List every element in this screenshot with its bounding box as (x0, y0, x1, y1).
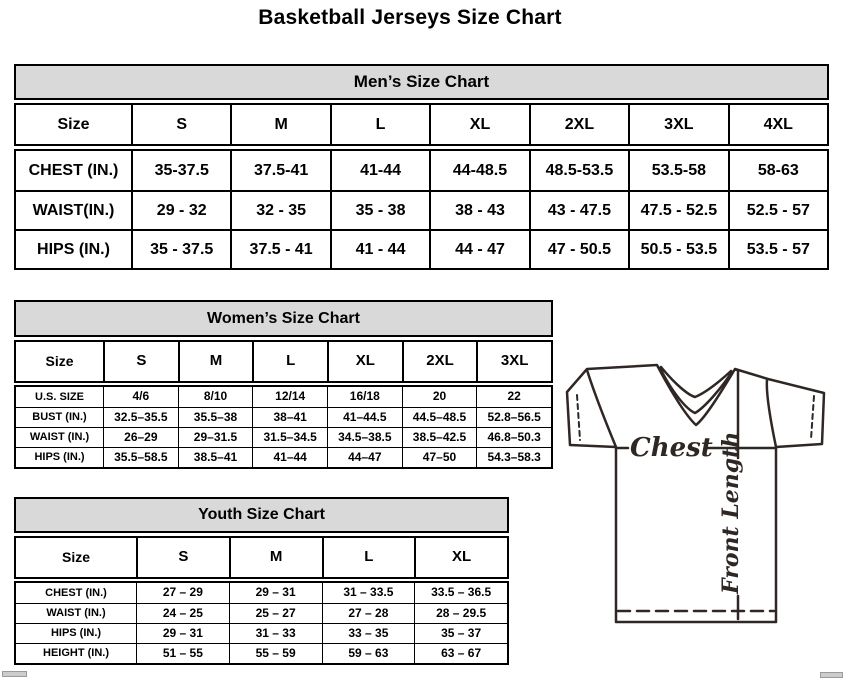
table-cell: 53.5-58 (628, 151, 727, 190)
chest-label: Chest (630, 433, 713, 463)
table-cell: 52.8–56.5 (476, 408, 551, 427)
row-label: CHEST (IN.) (45, 586, 107, 599)
page-title: Basketball Jerseys Size Chart (258, 6, 562, 29)
mens-col-header: 4XL (728, 105, 827, 144)
mens-col-header: 3XL (628, 105, 727, 144)
table-cell: 59 – 63 (322, 644, 415, 663)
womens-size-header: Size (45, 352, 74, 369)
table-cell: 12/14 (252, 387, 327, 407)
table-cell: 51 – 55 (136, 644, 229, 663)
table-cell: 25 – 27 (229, 604, 322, 623)
table-cell: 27 – 29 (136, 583, 229, 603)
table-cell: 41–44 (252, 448, 327, 467)
mens-header-row (14, 103, 829, 146)
mens-col-header: L (330, 105, 429, 144)
row-label: HEIGHT (IN.) (43, 647, 109, 660)
youth-col-header: S (136, 538, 229, 577)
table-cell: 46.8–50.3 (476, 428, 551, 447)
table-cell: 38–41 (252, 408, 327, 427)
mens-data-rows (14, 149, 829, 270)
table-cell: 44-48.5 (429, 151, 528, 190)
table-cell: 28 – 29.5 (414, 604, 507, 623)
womens-col-header: L (252, 342, 327, 381)
womens-data-rows (14, 385, 553, 469)
table-cell: 35.5–58.5 (103, 448, 178, 467)
table-cell: 31 – 33.5 (322, 583, 415, 603)
womens-col-header: 2XL (402, 342, 477, 381)
mens-col-header: 2XL (529, 105, 628, 144)
womens-col-header: 3XL (476, 342, 551, 381)
table-cell: 32 - 35 (230, 192, 329, 229)
table-row (16, 387, 551, 407)
jersey-outline (567, 365, 824, 622)
row-label: WAIST(IN.) (32, 201, 115, 219)
table-cell: 41-44 (330, 151, 429, 190)
table-cell: 52.5 - 57 (728, 192, 827, 229)
table-row (16, 229, 827, 268)
table-cell: 31 – 33 (229, 624, 322, 643)
table-cell: 33 – 35 (322, 624, 415, 643)
front-length-label: Front Length (718, 431, 744, 594)
youth-col-header: M (229, 538, 322, 577)
table-cell: 27 – 28 (322, 604, 415, 623)
table-cell: 41–44.5 (327, 408, 402, 427)
table-cell: 63 – 67 (414, 644, 507, 663)
table-cell: 29 – 31 (136, 624, 229, 643)
table-cell: 34.5–38.5 (327, 428, 402, 447)
row-label: HIPS (IN.) (50, 627, 102, 640)
table-row (16, 603, 507, 623)
left-cuff-dashed-line (577, 395, 580, 440)
youth-size-chart (14, 497, 509, 665)
womens-col-header: M (178, 342, 253, 381)
table-cell: 44.5–48.5 (402, 408, 477, 427)
mens-col-header: S (131, 105, 230, 144)
table-cell: 37.5 - 41 (230, 231, 329, 268)
table-cell: 29 – 31 (229, 583, 322, 603)
mens-col-header: XL (429, 105, 528, 144)
youth-col-header: L (322, 538, 415, 577)
table-cell: 44–47 (327, 448, 402, 467)
table-row (16, 427, 551, 447)
table-row (16, 190, 827, 229)
womens-chart-title: Women’s Size Chart (14, 300, 553, 337)
table-cell: 35 – 37 (414, 624, 507, 643)
table-cell: 44 - 47 (429, 231, 528, 268)
table-cell: 41 - 44 (330, 231, 429, 268)
youth-data-rows (14, 581, 509, 665)
left-sleeve-seam (587, 370, 616, 447)
youth-size-header: Size (61, 548, 90, 565)
table-cell: 8/10 (178, 387, 253, 407)
row-label: BUST (IN.) (32, 411, 87, 424)
table-cell: 38.5–42.5 (402, 428, 477, 447)
table-cell: 47–50 (402, 448, 477, 467)
table-cell: 55 – 59 (229, 644, 322, 663)
table-cell: 35-37.5 (131, 151, 230, 190)
table-row (16, 447, 551, 467)
table-cell: 47 - 50.5 (529, 231, 628, 268)
table-cell: 35 - 38 (330, 192, 429, 229)
table-cell: 50.5 - 53.5 (628, 231, 727, 268)
right-sleeve-seam (767, 380, 776, 447)
right-cuff-dashed-line (811, 396, 814, 439)
table-cell: 58-63 (728, 151, 827, 190)
table-cell: 29–31.5 (178, 428, 253, 447)
youth-header-row (14, 536, 509, 579)
table-cell: 38 - 43 (429, 192, 528, 229)
row-label: CHEST (IN.) (28, 161, 119, 179)
row-label: HIPS (IN.) (34, 451, 85, 464)
row-label: WAIST (IN.) (29, 431, 90, 444)
youth-chart-title: Youth Size Chart (14, 497, 509, 533)
table-cell: 22 (476, 387, 551, 407)
table-cell: 24 – 25 (136, 604, 229, 623)
table-cell: 37.5-41 (230, 151, 329, 190)
row-label: U.S. SIZE (35, 390, 84, 403)
table-cell: 48.5-53.5 (529, 151, 628, 190)
jersey-measurement-diagram (558, 360, 830, 630)
table-cell: 35 - 37.5 (131, 231, 230, 268)
womens-col-header: XL (327, 342, 402, 381)
table-cell: 16/18 (327, 387, 402, 407)
table-cell: 33.5 – 36.5 (414, 583, 507, 603)
table-cell: 4/6 (103, 387, 178, 407)
table-row (16, 151, 827, 190)
table-cell: 26–29 (103, 428, 178, 447)
table-row (16, 623, 507, 643)
table-cell: 54.3–58.3 (476, 448, 551, 467)
jersey-diagram-svg (558, 360, 830, 630)
row-label: HIPS (IN.) (37, 240, 110, 258)
womens-header-row (14, 340, 553, 383)
table-row (16, 643, 507, 663)
mens-size-chart (14, 64, 829, 270)
table-cell: 47.5 - 52.5 (628, 192, 727, 229)
table-cell: 35.5–38 (178, 408, 253, 427)
table-cell: 20 (402, 387, 477, 407)
row-label: WAIST (IN.) (46, 607, 106, 620)
womens-col-header: S (103, 342, 178, 381)
mens-col-header: M (230, 105, 329, 144)
mens-size-header: Size (57, 115, 90, 133)
table-cell: 43 - 47.5 (529, 192, 628, 229)
youth-col-header: XL (414, 538, 507, 577)
scrollbar-fragment-left[interactable] (2, 671, 27, 677)
womens-size-chart (14, 300, 553, 469)
table-row (16, 407, 551, 427)
scrollbar-fragment-right[interactable] (820, 672, 843, 678)
table-cell: 31.5–34.5 (252, 428, 327, 447)
table-cell: 32.5–35.5 (103, 408, 178, 427)
table-row (16, 583, 507, 603)
mens-chart-title: Men’s Size Chart (14, 64, 829, 100)
table-cell: 29 - 32 (131, 192, 230, 229)
table-cell: 53.5 - 57 (728, 231, 827, 268)
table-cell: 38.5–41 (178, 448, 253, 467)
